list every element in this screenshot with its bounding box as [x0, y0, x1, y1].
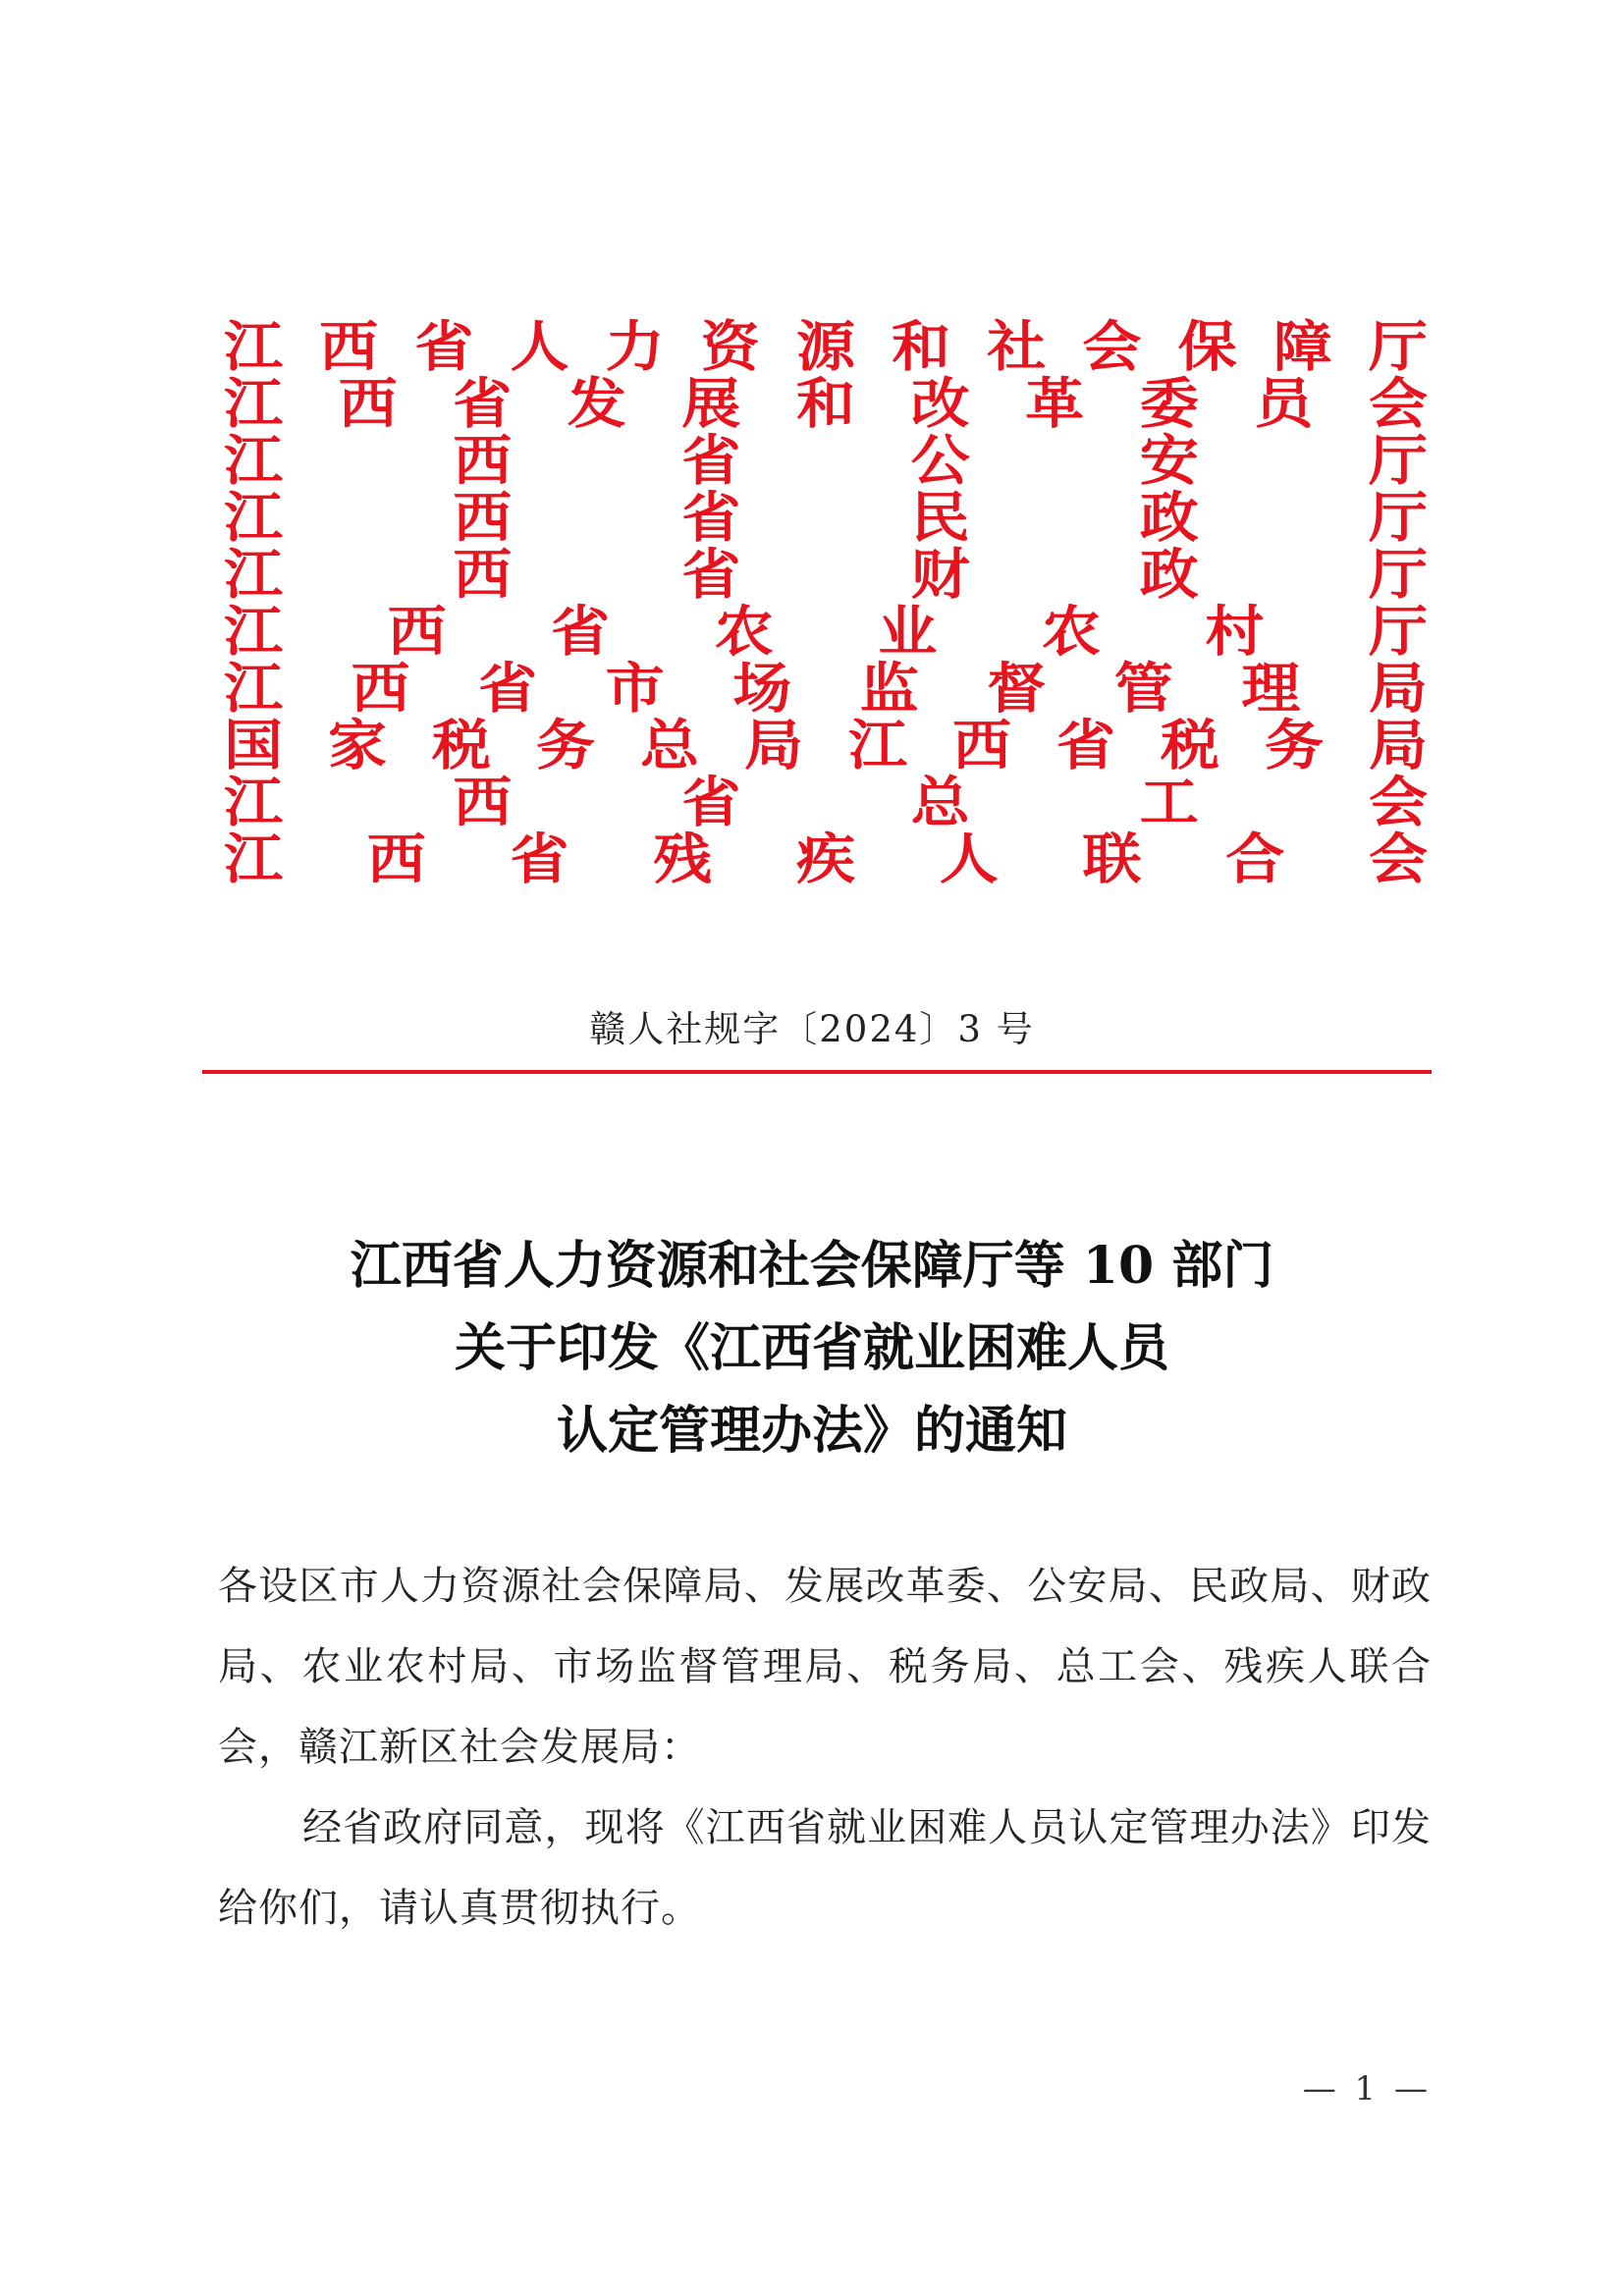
letterhead-line-7 — [224, 657, 1428, 721]
letterhead-char: 厅 — [1368, 543, 1428, 608]
letterhead-char: 西 — [453, 543, 513, 608]
document-title — [0, 1225, 1624, 1472]
letterhead-char: 监 — [859, 657, 919, 721]
letterhead-char: 省 — [453, 372, 513, 437]
letterhead-char: 江 — [224, 600, 283, 665]
letterhead-char: 联 — [1082, 828, 1142, 892]
letterhead-char: 总 — [640, 714, 699, 778]
letterhead-char: 局 — [744, 714, 803, 778]
letterhead-char: 税 — [1161, 714, 1219, 778]
letterhead-char: 革 — [1025, 372, 1085, 437]
letterhead-char: 西 — [952, 714, 1011, 778]
letterhead-char: 保 — [1177, 315, 1237, 380]
letterhead-char: 会 — [1368, 771, 1428, 835]
page-number: — 1 — — [1302, 2069, 1432, 2109]
letterhead-char: 理 — [1241, 657, 1301, 721]
letterhead-line-10 — [224, 828, 1428, 892]
letterhead-char: 江 — [224, 657, 283, 721]
letterhead-char: 村 — [1205, 600, 1265, 665]
letterhead-char: 江 — [224, 543, 283, 608]
letterhead-char: 西 — [366, 828, 426, 892]
letterhead-char: 委 — [1139, 372, 1199, 437]
letterhead-char: 改 — [910, 372, 970, 437]
letterhead-char: 西 — [453, 771, 513, 835]
letterhead-line-6 — [224, 600, 1428, 665]
letterhead-char: 民 — [910, 486, 970, 551]
letterhead-char: 和 — [892, 315, 951, 380]
letterhead-char: 人 — [510, 315, 569, 380]
letterhead-char: 合 — [1225, 828, 1285, 892]
letterhead-char: 局 — [1369, 714, 1428, 778]
letterhead-char: 场 — [732, 657, 792, 721]
red-divider-line — [202, 1070, 1432, 1074]
letterhead-char: 安 — [1139, 429, 1199, 494]
letterhead-char: 家 — [328, 714, 387, 778]
letterhead-char: 西 — [351, 657, 410, 721]
letterhead-char: 务 — [536, 714, 595, 778]
letterhead-char: 会 — [1368, 372, 1428, 437]
letterhead-line-3 — [224, 429, 1428, 494]
letterhead-char: 省 — [551, 600, 611, 665]
letterhead-char: 发 — [567, 372, 626, 437]
letterhead-char: 力 — [605, 315, 665, 380]
letterhead-char: 员 — [1254, 372, 1314, 437]
letterhead-char: 政 — [1139, 543, 1199, 608]
letterhead-line-4 — [224, 486, 1428, 551]
letterhead-char: 西 — [338, 372, 398, 437]
letterhead-char: 障 — [1272, 315, 1332, 380]
letterhead-char: 社 — [987, 315, 1047, 380]
letterhead-char: 农 — [714, 600, 774, 665]
body-paragraph-1: 经省政府同意，现将《江西省就业困难人员认定管理办法》印发给你们，请认真贯彻执行。 — [218, 1805, 1432, 1931]
letterhead-char: 厅 — [1368, 486, 1428, 551]
letterhead-char: 江 — [224, 429, 283, 494]
letterhead-char: 农 — [1041, 600, 1101, 665]
letterhead-char: 江 — [224, 372, 283, 437]
letterhead-char: 江 — [224, 315, 283, 380]
letterhead-char: 厅 — [1368, 315, 1428, 380]
letterhead-char: 省 — [1056, 714, 1115, 778]
letterhead-char: 省 — [478, 657, 538, 721]
letterhead-char: 会 — [1082, 315, 1142, 380]
letterhead-char: 江 — [224, 771, 283, 835]
letterhead-char: 局 — [1368, 657, 1428, 721]
letterhead-char: 和 — [795, 372, 855, 437]
letterhead-line-9 — [224, 771, 1428, 835]
letterhead-char: 西 — [319, 315, 379, 380]
letterhead-char: 江 — [224, 486, 283, 551]
document-body — [218, 1546, 1432, 1949]
letterhead-char: 厅 — [1368, 429, 1428, 494]
letterhead-char: 疾 — [796, 828, 855, 892]
letterhead-char: 省 — [681, 771, 741, 835]
letterhead-char: 西 — [387, 600, 447, 665]
letterhead-char: 展 — [681, 372, 741, 437]
letterhead-line-2 — [224, 372, 1428, 437]
letterhead-char: 财 — [910, 543, 970, 608]
title-line-2: 关于印发《江西省就业困难人员 — [454, 1318, 1169, 1378]
letterhead-char: 税 — [432, 714, 491, 778]
letterhead-char: 省 — [681, 429, 741, 494]
letterhead-line-1 — [224, 315, 1428, 380]
letterhead-char: 残 — [653, 828, 713, 892]
letterhead-char: 国 — [224, 714, 283, 778]
letterhead-char: 工 — [1139, 771, 1199, 835]
letterhead-char: 管 — [1113, 657, 1173, 721]
letterhead-char: 省 — [414, 315, 474, 380]
letterhead-char: 总 — [910, 771, 970, 835]
letterhead-char: 人 — [939, 828, 999, 892]
letterhead-char: 业 — [878, 600, 938, 665]
letterhead-line-5 — [224, 543, 1428, 608]
letterhead-char: 江 — [848, 714, 907, 778]
letterhead-char: 源 — [795, 315, 855, 380]
letterhead-char: 省 — [510, 828, 569, 892]
letterhead-char: 会 — [1369, 828, 1428, 892]
letterhead-line-8 — [224, 714, 1428, 778]
letterhead-char: 省 — [681, 486, 741, 551]
letterhead-char: 厅 — [1368, 600, 1428, 665]
letterhead-char: 督 — [987, 657, 1047, 721]
title-line-3: 认定管理办法》的通知 — [556, 1401, 1067, 1461]
document-number: 赣人社规字〔2024〕3 号 — [589, 1008, 1035, 1050]
title-line-1: 江西省人力资源和社会保障厅等 10 部门 — [350, 1236, 1274, 1296]
letterhead-char: 江 — [224, 828, 283, 892]
letterhead-char: 西 — [453, 486, 513, 551]
letterhead-char: 务 — [1265, 714, 1324, 778]
red-letterhead — [224, 315, 1428, 892]
addressee-paragraph: 各设区市人力资源社会保障局、发展改革委、公安局、民政局、财政局、农业农村局、市场监督管理局、税务局、总工会、残疾人联合会，赣江新区社会发展局： — [218, 1564, 1432, 1770]
letterhead-char: 省 — [681, 543, 741, 608]
letterhead-char: 市 — [605, 657, 665, 721]
letterhead-char: 政 — [1139, 486, 1199, 551]
letterhead-char: 资 — [700, 315, 760, 380]
letterhead-char: 西 — [453, 429, 513, 494]
letterhead-char: 公 — [910, 429, 970, 494]
